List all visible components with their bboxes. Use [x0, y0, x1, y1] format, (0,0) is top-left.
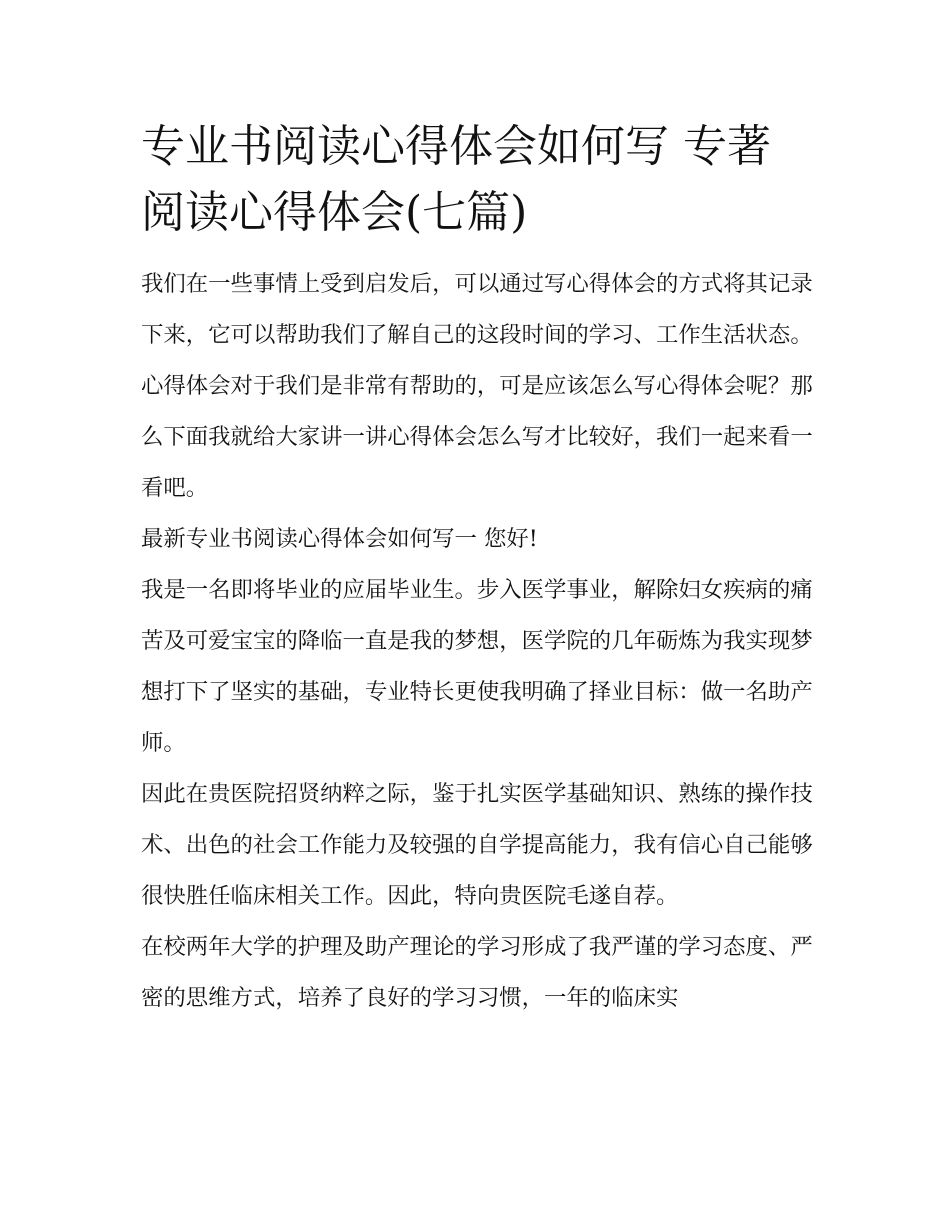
paragraph-study-experience: 在校两年大学的护理及助产理论的学习形成了我严谨的学习态度、严密的思维方式，培养了良好的学习习惯，一年的临床实 [141, 934, 813, 1011]
paragraph-self-introduction: 我是一名即将毕业的应届毕业生。步入医学事业，解除妇女疾病的痛苦及可爱宝宝的降临一直是我的梦想，医学院的几年砺炼为我实现梦想打下了坚实的基础，专业特长更使我明确了择业目标：做一名助产师。 [141, 577, 813, 756]
paragraph-intro: 我们在一些事情上受到启发后，可以通过写心得体会的方式将其记录下来，它可以帮助我们了解自己的这段时间的学习、工作生活状态。心得体会对于我们是非常有帮助的，可是应该怎么写心得体会呢？那么下面我就给大家讲一讲心得体会怎么写才比较好，我们一起来看一看吧。 [141, 271, 813, 501]
document-title: 专业书阅读心得体会如何写 专著阅读心得体会(七篇) [141, 121, 771, 238]
paragraph-heading-greeting: 最新专业书阅读心得体会如何写一 您好! [141, 526, 538, 552]
paragraph-recommendation: 因此在贵医院招贤纳粹之际，鉴于扎实医学基础知识、熟练的操作技术、出色的社会工作能力及较强的自学提高能力，我有信心自己能够很快胜任临床相关工作。因此，特向贵医院毛遂自荐。 [141, 781, 813, 909]
document-body [141, 114, 813, 1024]
